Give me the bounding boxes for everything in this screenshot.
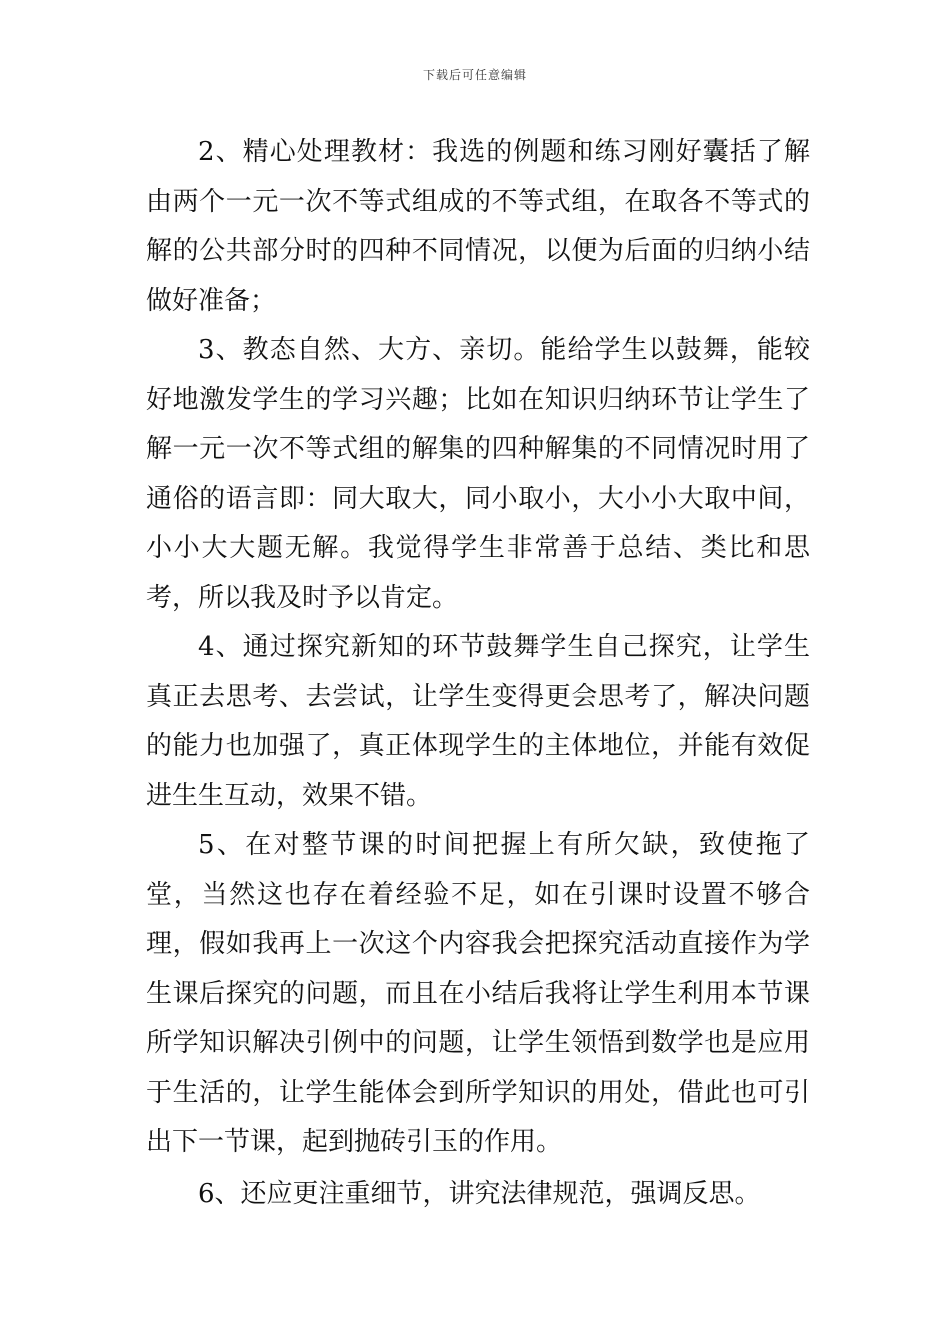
page-header-note: 下载后可任意编辑 bbox=[422, 68, 527, 82]
paragraph-5: 5、在对整节课的时间把握上有所欠缺，致使拖了堂，当然这也存在着经验不足，如在引课时设置不够合理，假如我再上一次这个内容我会把探究活动直接作为学生课后探究的问题，而且在小结后我将让学生利用本节课所学知识解决引例中的问题，让学生领悟到数学也是应用于生活的，让学生能体会到所学知识的用处，借此也可引出下一节课，起到抛砖引玉的作用。 bbox=[146, 830, 810, 1157]
paragraph-2: 2、精心处理教材：我选的例题和练习刚好囊括了解由两个一元一次不等式组成的不等式组，在取各不等式的解的公共部分时的四种不同情况，以便为后面的归纳小结做好准备； bbox=[146, 137, 810, 316]
paragraph-6: 6、还应更注重细节，讲究法律规范，强调反思。 bbox=[198, 1178, 761, 1209]
paragraph-3: 3、教态自然、大方、亲切。能给学生以鼓舞，能较好地激发学生的学习兴趣；比如在知识归纳环节让学生了解一元一次不等式组的解集的四种解集的不同情况时用了通俗的语言即：同大取大，同小取小，大小小大取中间，小小大大题无解。我觉得学生非常善于总结、类比和思考，所以我及时予以肯定。 bbox=[146, 335, 810, 613]
document-body bbox=[146, 128, 810, 1219]
paragraph-4: 4、通过探究新知的环节鼓舞学生自己探究，让学生真正去思考、去尝试，让学生变得更会思考了，解决问题的能力也加强了，真正体现学生的主体地位，并能有效促进生生互动，效果不错。 bbox=[146, 632, 810, 811]
